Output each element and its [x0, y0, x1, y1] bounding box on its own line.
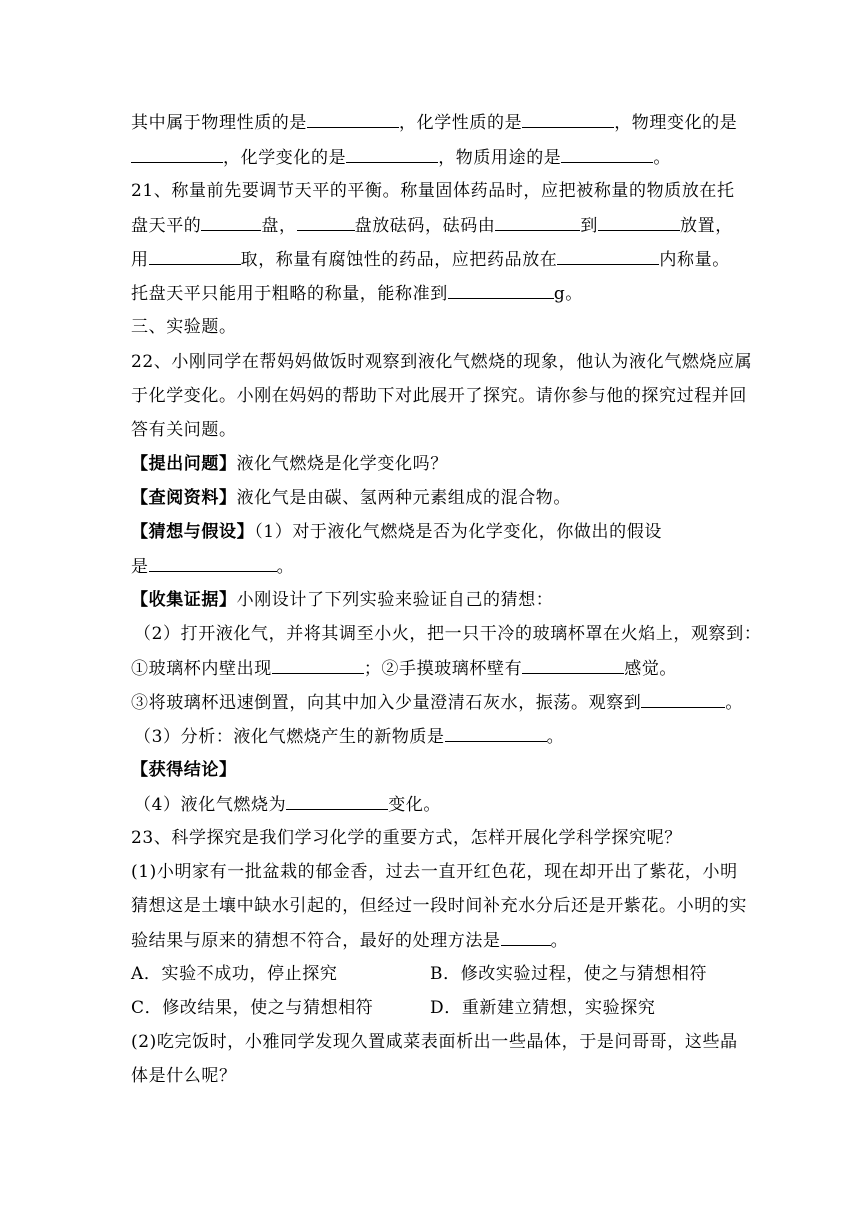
q20-line-2 [131, 147, 671, 168]
text: 用 [131, 250, 149, 270]
answer-blank[interactable] [522, 112, 614, 128]
option-a[interactable]: A．实验不成功，停止探究 [131, 964, 338, 984]
text: 液化气是由碳、氢两种元素组成的混合物。 [236, 488, 572, 508]
q23-part1-line-2: 猜想这是土壤中缺水引起的，但经过一段时间补充水分后还是开紫花。小明的实 [131, 896, 747, 916]
q22-observation-2 [131, 692, 743, 713]
q22-step-2: （2）打开液化气，并将其调至小火，把一只干冷的玻璃杯罩在火焰上，观察到： [134, 624, 762, 644]
text: 。 [276, 557, 295, 577]
q21-line-1: 21、称量前先要调节天平的平衡。称量固体药品时，应把被称量的物质放在托 [131, 181, 735, 201]
text: 其中属于物理性质的是 [131, 113, 307, 133]
text: ；②手摸玻璃杯壁有 [363, 659, 523, 679]
text: ，化学性质的是 [399, 113, 523, 133]
section-label: 【猜想与假设】 [131, 522, 255, 542]
q22-step-3 [134, 726, 564, 747]
text: ，化学变化的是 [223, 148, 347, 168]
answer-blank[interactable] [346, 147, 438, 163]
q22-line-3: 答有关问题。 [131, 420, 237, 440]
q20-line-1 [131, 112, 737, 133]
text: 。 [550, 931, 569, 951]
option-c[interactable]: C．修改结果，使之与猜想相符 [131, 998, 374, 1018]
text: 小刚设计了下列实验来验证自己的猜想： [236, 590, 554, 610]
text: 是 [131, 557, 149, 577]
text: 内称量。 [659, 250, 730, 270]
q21-line-4 [131, 283, 583, 304]
section-label: 【获得结论】 [131, 760, 237, 780]
q23-part2-line-1: (2)吃完饭时，小雅同学发现久置咸菜表面析出一些晶体，于是问哥哥，这些晶 [131, 1032, 738, 1052]
text: ①玻璃杯内壁出现 [131, 659, 272, 679]
section-label: 【收集证据】 [131, 590, 237, 610]
text: 到 [580, 216, 599, 236]
q21-line-2 [131, 215, 733, 236]
answer-blank[interactable] [307, 112, 399, 128]
text: 。 [653, 148, 672, 168]
text: 托盘天平只能用于粗略的称量，能称准到 [131, 284, 448, 304]
answer-blank[interactable] [149, 556, 277, 572]
answer-blank[interactable] [272, 658, 364, 674]
options-row-2 [131, 998, 731, 1018]
answer-blank[interactable] [501, 930, 551, 946]
answer-blank[interactable] [149, 249, 241, 265]
text: 变化。 [388, 795, 442, 815]
q23-line-1: 23、科学探究是我们学习化学的重要方式，怎样开展化学科学探究呢？ [131, 828, 682, 848]
text: 验结果与原来的猜想不符合，最好的处理方法是 [131, 931, 501, 951]
text: 盘放砝码，砝码由 [354, 216, 496, 236]
text: （1）对于液化气燃烧是否为化学变化，你做出的假设 [254, 522, 662, 542]
q22-line-2: 于化学变化。小刚在妈妈的帮助下对此展开了探究。请你参与他的探究过程并回 [131, 386, 747, 406]
text: （3）分析：液化气燃烧产生的新物质是 [134, 727, 445, 747]
text: 。 [546, 727, 565, 747]
text: ③将玻璃杯迅速倒置，向其中加入少量澄清石灰水，振荡。观察到 [131, 693, 642, 713]
q22-tiwen [131, 454, 448, 474]
q22-caixiang-2 [131, 556, 294, 577]
text: g。 [553, 284, 583, 304]
options-row-1 [131, 964, 731, 984]
answer-blank[interactable] [445, 726, 547, 742]
q23-part1-line-1: (1)小明家有一批盆栽的郁金香，过去一直开红色花，现在却开出了紫花，小明 [131, 862, 738, 882]
q21-line-3 [131, 249, 730, 270]
text: 盘， [261, 216, 297, 236]
q22-zhengju [131, 590, 553, 610]
answer-blank[interactable] [201, 215, 261, 231]
answer-blank[interactable] [561, 147, 653, 163]
text: （4）液化气燃烧为 [134, 795, 287, 815]
answer-blank[interactable] [522, 658, 624, 674]
answer-blank[interactable] [286, 794, 388, 810]
text: 。 [725, 693, 744, 713]
answer-blank[interactable] [641, 692, 725, 708]
text: 放置， [680, 216, 733, 236]
section-heading: 三、实验题。 [131, 317, 237, 337]
q22-line-1: 22、小刚同学在帮妈妈做饭时观察到液化气燃烧的现象，他认为液化气燃烧应属 [131, 352, 753, 372]
text: 感觉。 [624, 659, 678, 679]
q22-step-4 [134, 794, 441, 815]
q22-caixiang [131, 522, 662, 542]
q22-observation-1 [131, 658, 677, 679]
answer-blank[interactable] [448, 283, 554, 299]
q23-part1-line-3 [131, 930, 568, 951]
section-label: 【提出问题】 [131, 454, 237, 474]
text: ，物理变化的是 [614, 113, 738, 133]
section-label: 【查阅资料】 [131, 488, 237, 508]
answer-blank[interactable] [598, 215, 680, 231]
answer-blank[interactable] [557, 249, 659, 265]
q22-jielun [131, 760, 237, 780]
answer-blank[interactable] [495, 215, 580, 231]
text: ，物质用途的是 [438, 148, 562, 168]
text: 液化气燃烧是化学变化吗？ [236, 454, 448, 474]
answer-blank[interactable] [297, 215, 355, 231]
option-b[interactable]: B．修改实验过程，使之与猜想相符 [430, 964, 708, 984]
q23-part2-line-2: 体是什么呢？ [131, 1066, 237, 1086]
q22-ziliao [131, 488, 571, 508]
answer-blank[interactable] [131, 147, 223, 163]
option-d[interactable]: D．重新建立猜想，实验探究 [430, 998, 656, 1018]
text: 盘天平的 [131, 216, 202, 236]
text: 取，称量有腐蚀性的药品，应把药品放在 [240, 250, 558, 270]
